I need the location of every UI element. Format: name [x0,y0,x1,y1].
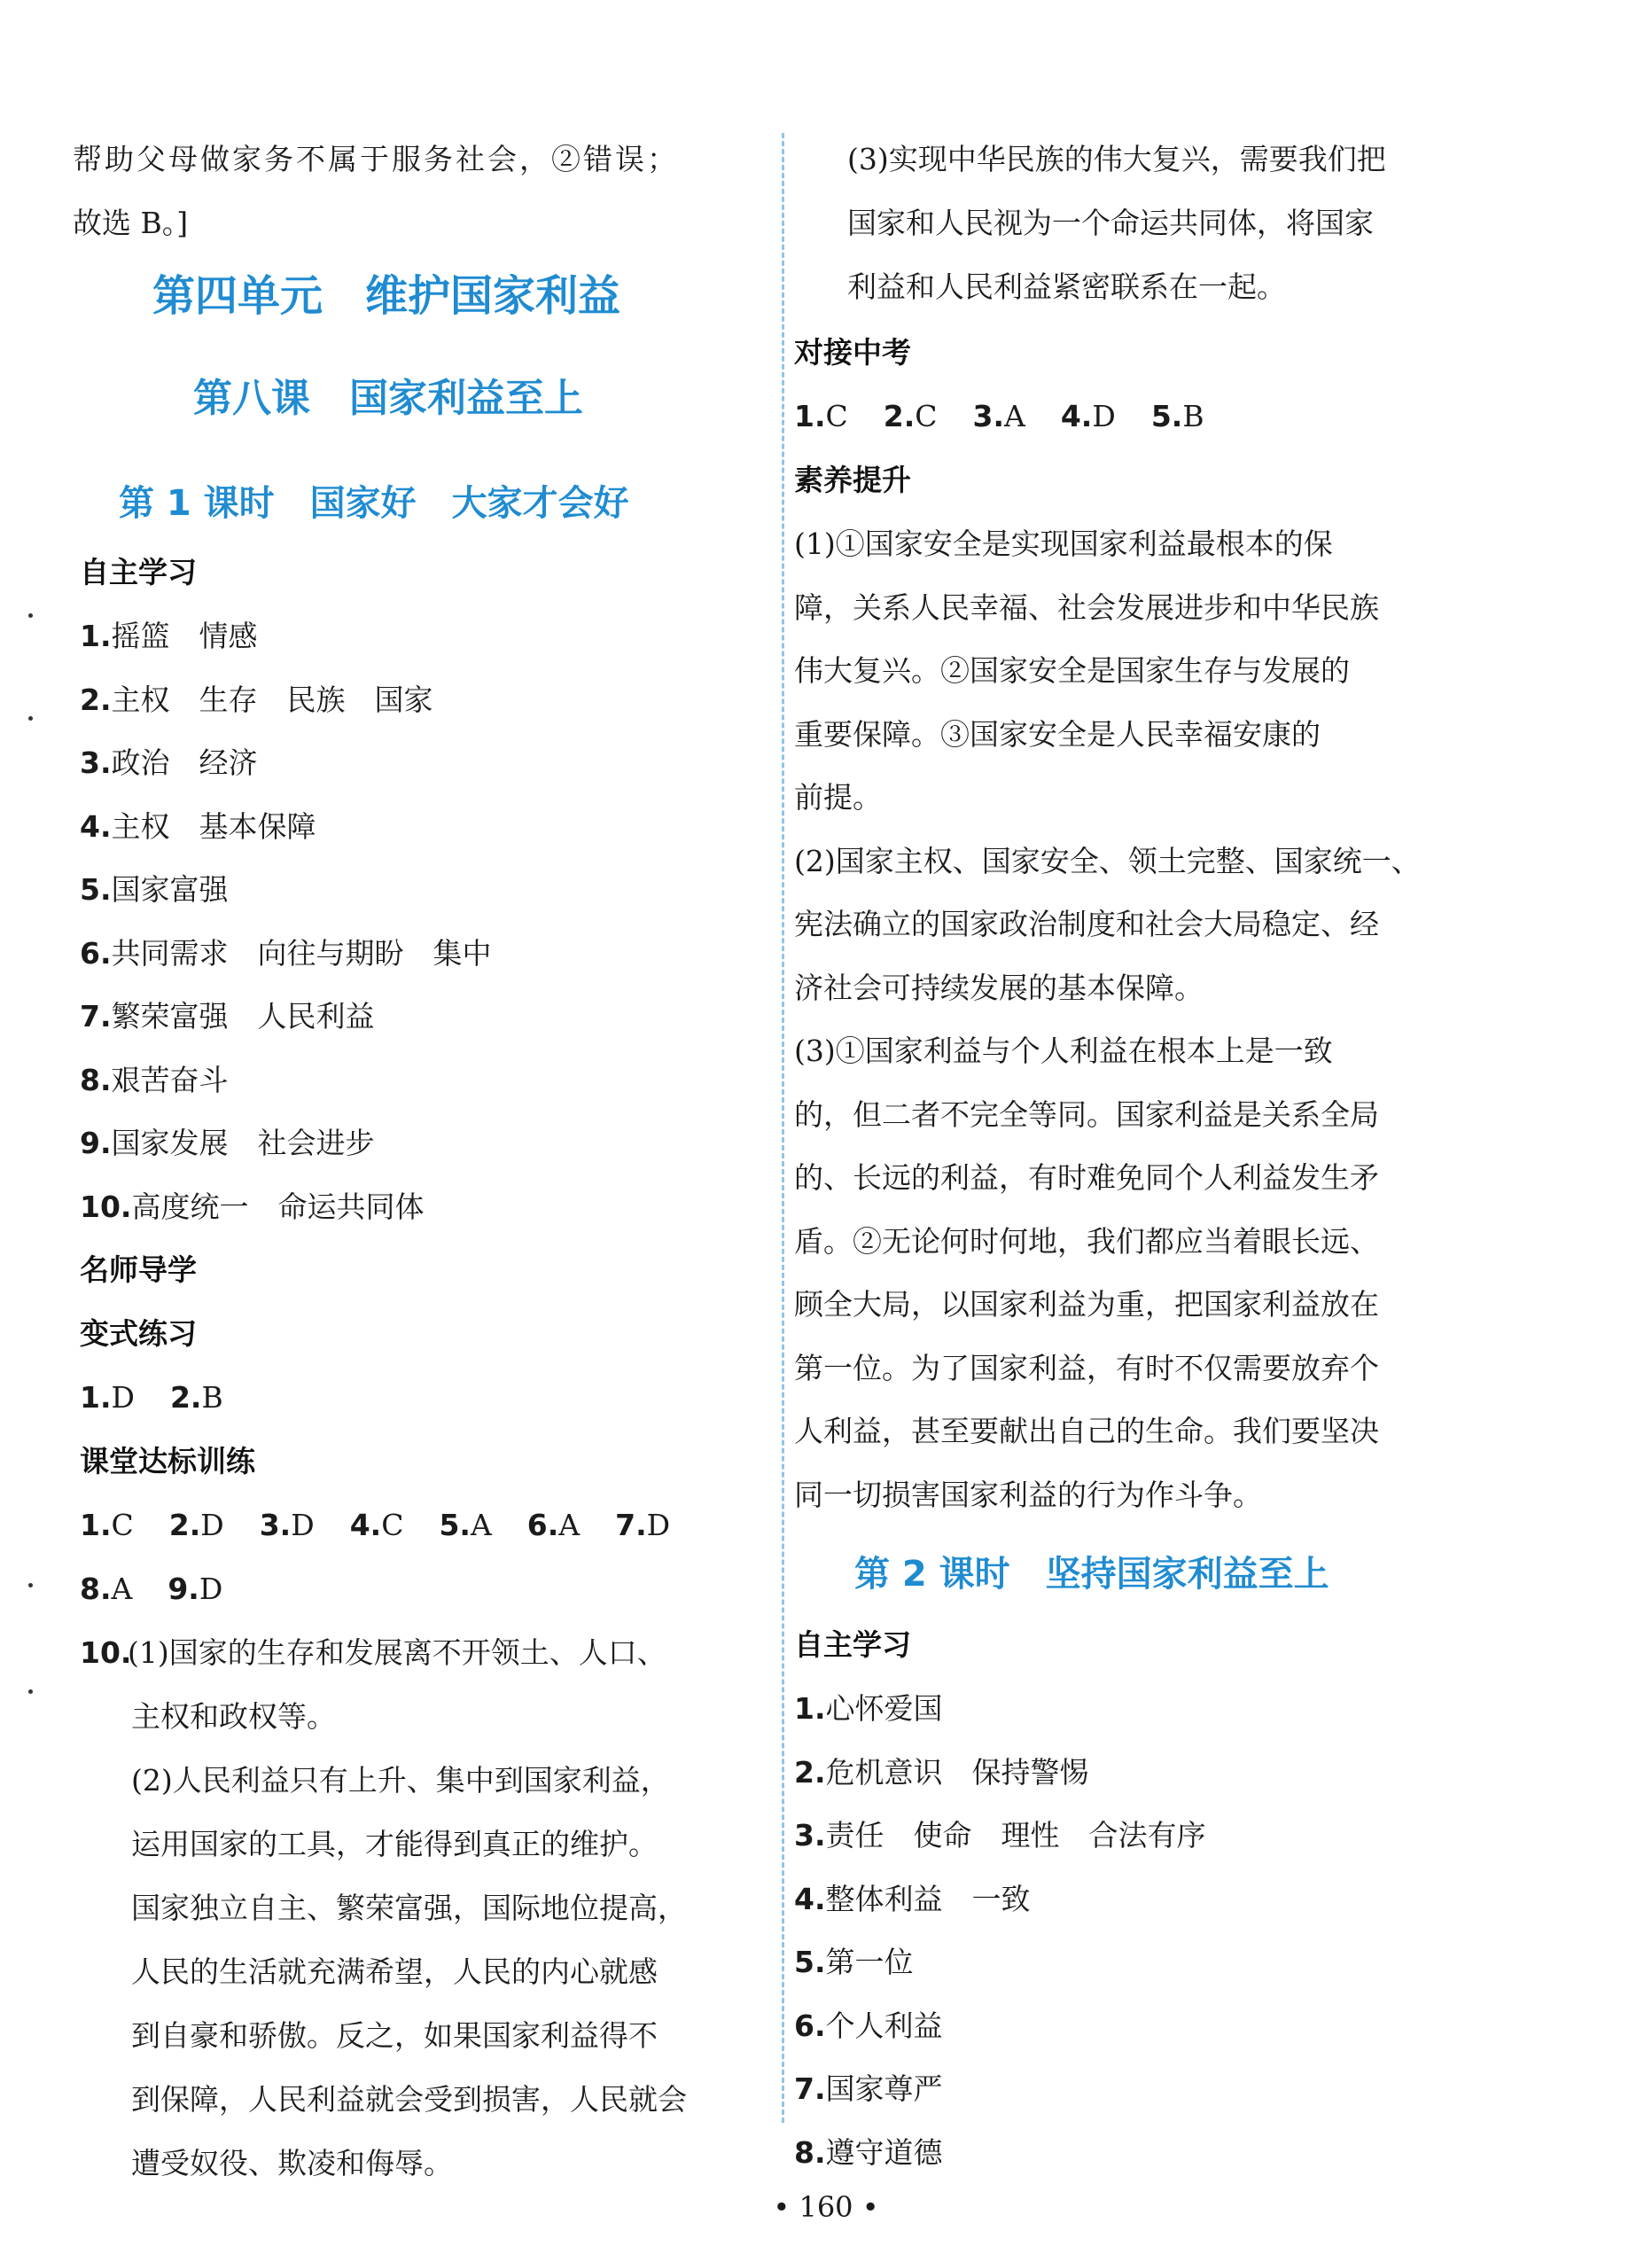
item-text: 繁荣富强 人民利益 [111,999,375,1034]
answer-2 [170,1380,223,1415]
answer-2 [169,1508,224,1542]
class-answers-row-2 [80,1572,222,1607]
q10-line-1: (1)国家的生存和发展离不开领土、人口、 [128,1635,666,1670]
answer-3 [260,1508,315,1542]
answer-number: 6. [526,1508,559,1542]
self-study-2-item-8 [794,2135,943,2171]
item-number: 5. [794,1945,826,1979]
answer-number: 2. [168,1508,201,1542]
answer-1 [80,1508,134,1542]
item-text: 遵守道德 [825,2134,943,2170]
answer-choice: D [199,1572,223,1606]
answer-1 [794,399,848,433]
literacy-heading: 素养提升 [794,463,911,497]
literacy-line-2: 障，关系人民幸福、社会发展进步和中华民族 [794,589,1379,625]
answer-2 [884,399,938,433]
intro-line-2: 故选 B。] [73,206,189,240]
answer-choice: B [1182,399,1204,433]
answer-number: 3. [972,399,1004,433]
answer-5 [439,1508,491,1542]
literacy-line-10: 的，但二者不完全等同。国家利益是关系全局 [794,1096,1379,1132]
item-number: 1. [794,1691,826,1726]
literacy-line-14: 第一位。为了国家利益，有时不仅需要放弃个 [794,1350,1379,1385]
answer-5 [1151,399,1204,433]
answer-6 [527,1508,580,1542]
answer-choice: A [470,1508,492,1542]
self-study-heading-2: 自主学习 [794,1627,911,1662]
answer-choice: D [111,1380,135,1415]
item-text: 主权 生存 民族 国家 [111,682,433,717]
item-number: 6. [80,935,112,971]
self-study-2-item-2 [794,1755,1089,1790]
q10-3-cont-line-2: 利益和人民利益紧密联系在一起。 [847,269,1286,304]
q10-3-line-1: (3)实现中华民族的伟大复兴，需要我们把 [847,142,1386,176]
self-study-item-6 [80,936,492,971]
class-answers-row-1 [80,1508,670,1543]
answer-number: 2. [883,399,916,433]
literacy-line-1: (1)①国家安全是实现国家利益最根本的保 [794,526,1333,561]
answer-choice: A [558,1508,581,1542]
q10-num: 10. [80,1635,132,1670]
answer-choice: A [111,1572,133,1606]
item-number: 3. [80,745,112,780]
item-text: 整体利益 一致 [825,1881,1031,1916]
item-number: 2. [80,682,112,717]
item-number: 5. [80,872,112,907]
literacy-line-5: 前提。 [794,780,882,815]
answer-number: 1. [80,1508,112,1542]
self-study-2-item-1 [794,1691,943,1727]
answer-number: 5. [439,1508,471,1542]
answer-number: 7. [615,1508,647,1542]
item-number: 7. [794,2071,826,2106]
self-study-item-5 [80,872,229,908]
q10-number [80,1635,131,1671]
item-number: 6. [794,2008,826,2043]
self-study-2-item-3 [794,1818,1206,1853]
scan-speck [28,613,33,618]
lesson-title: 第八课 国家利益至上 [193,376,583,421]
item-text: 心怀爱国 [825,1691,943,1726]
answer-1 [80,1380,135,1415]
self-study-2-item-7 [794,2071,943,2107]
item-text: 艰苦奋斗 [111,1062,229,1097]
literacy-line-15: 人利益，甚至要献出自己的生命。我们要坚决 [794,1414,1379,1448]
answer-number: 2. [169,1380,202,1415]
self-study-item-9 [80,1126,375,1161]
page-number: • 160 • [773,2190,879,2224]
answer-number: 1. [794,399,826,433]
answer-3 [973,399,1025,433]
item-number: 2. [794,1754,826,1790]
self-study-item-4 [80,809,316,845]
answer-choice: B [201,1380,223,1415]
self-study-item-7 [80,999,375,1034]
self-study-item-10 [80,1190,424,1225]
item-number: 7. [80,999,112,1034]
intro-line-1: 帮助父母做家务不属于服务社会，②错误； [73,142,679,176]
item-text: 国家发展 社会进步 [111,1126,375,1160]
answer-9 [168,1572,222,1606]
item-number: 8. [794,2134,826,2170]
answer-number: 9. [168,1572,199,1606]
item-text: 国家富强 [111,872,229,907]
item-number: 8. [80,1062,112,1097]
item-number: 3. [794,1818,826,1852]
item-text: 个人利益 [825,2008,943,2043]
item-number: 1. [80,619,112,653]
answer-choice: A [1004,399,1025,433]
period2-title: 第 2 课时 坚持国家利益至上 [854,1554,1329,1595]
unit-title: 第四单元 维护国家利益 [152,271,621,321]
q10-cont-line-1: 主权和政权等。 [131,1699,336,1734]
item-text: 政治 经济 [111,745,258,780]
literacy-line-9: (3)①国家利益与个人利益在根本上是一致 [794,1034,1333,1068]
exam-link-heading: 对接中考 [794,335,911,370]
answer-number: 1. [80,1380,112,1415]
q10-3-cont-line-1: 国家和人民视为一个命运共同体，将国家 [847,206,1374,240]
self-study-item-1 [80,619,258,654]
q10-cont-line-8: 遭受奴役、欺凌和侮辱。 [131,2146,453,2180]
item-number: 4. [794,1881,826,1916]
self-study-item-2 [80,682,433,718]
literacy-line-12: 盾。②无论何时何地，我们都应当着眼长远、 [794,1223,1379,1259]
answer-choice: D [1092,399,1116,433]
literacy-line-6: (2)国家主权、国家安全、领土完整、国家统一、 [794,843,1421,878]
answer-choice: C [381,1508,404,1542]
teacher-guide-heading: 名师导学 [80,1252,197,1287]
literacy-line-13: 顾全大局，以国家利益为重，把国家利益放在 [794,1287,1379,1322]
q10-cont-line-7: 到保障，人民利益就会受到损害，人民就会 [131,2082,687,2117]
answer-number: 4. [349,1508,382,1542]
literacy-line-7: 宪法确立的国家政治制度和社会大局稳定、经 [794,907,1379,941]
item-text: 摇篮 情感 [111,619,258,653]
item-number: 9. [80,1126,112,1160]
self-study-2-item-4 [794,1882,1031,1917]
item-text: 共同需求 向往与期盼 集中 [111,935,492,971]
answer-choice: D [646,1508,671,1542]
item-text: 责任 使命 理性 合法有序 [825,1818,1206,1852]
answer-number: 8. [80,1572,112,1606]
scan-speck [28,716,33,721]
self-study-item-8 [80,1063,229,1098]
variant-practice-heading: 变式练习 [80,1316,197,1351]
q10-cont-line-3: 运用国家的工具，才能得到真正的维护。 [131,1827,658,1861]
answer-choice: D [291,1508,315,1542]
class-training-heading: 课堂达标训练 [80,1444,255,1478]
item-text: 危机意识 保持警惕 [825,1754,1089,1790]
literacy-line-11: 的、长远的利益，有时难免同个人利益发生矛 [794,1160,1379,1195]
q10-cont-line-6: 到自豪和骄傲。反之，如果国家利益得不 [131,2018,658,2053]
period1-title: 第 1 课时 国家好 大家才会好 [119,483,629,524]
literacy-line-4: 重要保障。③国家安全是人民幸福安康的 [794,716,1321,752]
self-study-heading: 自主学习 [80,555,197,589]
literacy-line-3: 伟大复兴。②国家安全是国家生存与发展的 [794,653,1350,688]
item-number: 10. [80,1189,132,1224]
scan-speck [28,1583,33,1587]
answer-number: 5. [1150,399,1183,433]
answer-4 [1061,399,1116,433]
item-text: 高度统一 命运共同体 [131,1189,425,1224]
item-text: 第一位 [825,1945,914,1979]
answer-choice: D [200,1508,224,1542]
answer-8 [80,1572,132,1606]
self-study-2-item-5 [794,1945,914,1980]
self-study-2-item-6 [794,2008,943,2044]
literacy-line-16: 同一切损害国家利益的行为作斗争。 [794,1477,1262,1512]
q10-cont-line-4: 国家独立自主、繁荣富强，国际地位提高， [131,1891,687,1925]
answer-choice: C [111,1508,134,1542]
item-text: 国家尊严 [825,2071,943,2106]
q10-cont-line-2: (2)人民利益只有上升、集中到国家利益， [131,1763,670,1798]
exam-answers [794,399,1204,434]
item-number: 4. [80,808,112,844]
column-divider [782,133,784,2123]
answer-choice: C [825,399,848,433]
scan-speck [28,1689,33,1694]
item-text: 主权 基本保障 [111,808,316,844]
variant-answers [80,1380,223,1416]
self-study-item-3 [80,745,258,781]
answer-4 [350,1508,404,1542]
answer-choice: C [915,399,938,433]
answer-number: 4. [1060,399,1093,433]
answer-number: 3. [259,1508,292,1542]
q10-cont-line-5: 人民的生活就充满希望，人民的内心就感 [131,1954,658,1989]
answer-7 [615,1508,670,1542]
literacy-line-8: 济社会可持续发展的基本保障。 [794,970,1204,1005]
